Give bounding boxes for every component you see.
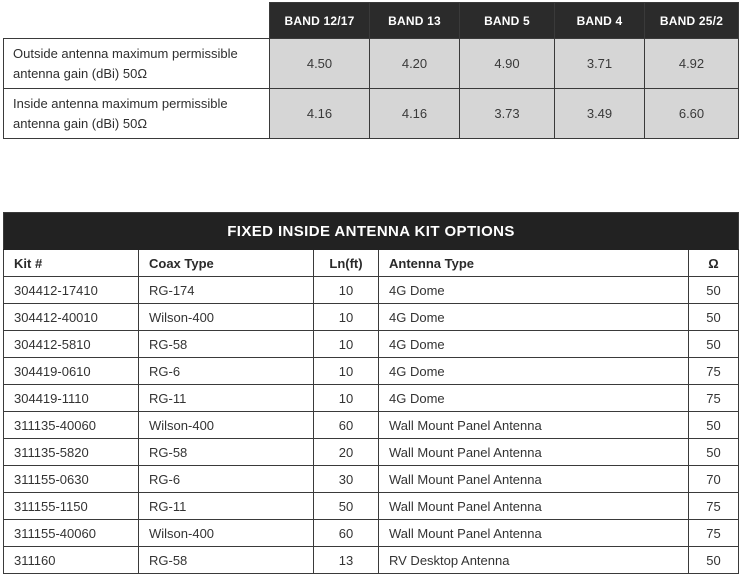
length-ft: 10 — [314, 304, 379, 331]
length-ft: 13 — [314, 547, 379, 574]
kit-number: 304412-40010 — [4, 304, 139, 331]
gain-value: 4.16 — [370, 89, 460, 139]
kit-number: 304412-5810 — [4, 331, 139, 358]
table-row — [4, 358, 739, 385]
coax-type: RG-58 — [139, 547, 314, 574]
impedance: 50 — [689, 277, 739, 304]
coax-type: RG-174 — [139, 277, 314, 304]
table-row — [4, 385, 739, 412]
coax-type: RG-11 — [139, 493, 314, 520]
gain-value: 3.71 — [555, 39, 645, 89]
antenna-gain-table — [3, 2, 739, 139]
kit-number: 304419-1110 — [4, 385, 139, 412]
length-ft: 60 — [314, 520, 379, 547]
impedance: 75 — [689, 358, 739, 385]
kit-number: 311135-5820 — [4, 439, 139, 466]
kit-number: 311160 — [4, 547, 139, 574]
gain-value: 6.60 — [645, 89, 739, 139]
table-row — [4, 277, 739, 304]
kit-table-title: FIXED INSIDE ANTENNA KIT OPTIONS — [4, 213, 739, 250]
gain-row-label: Outside antenna maximum permissible antenna gain (dBi) 50Ω — [4, 39, 270, 89]
table-row — [4, 547, 739, 574]
coax-type: RG-58 — [139, 439, 314, 466]
band-header: BAND 12/17 — [270, 3, 370, 39]
impedance: 50 — [689, 331, 739, 358]
gain-value: 4.92 — [645, 39, 739, 89]
coax-type: Wilson-400 — [139, 412, 314, 439]
column-header-length: Ln(ft) — [314, 250, 379, 277]
antenna-type: Wall Mount Panel Antenna — [379, 466, 689, 493]
table-row — [4, 331, 739, 358]
table-row — [4, 412, 739, 439]
length-ft: 20 — [314, 439, 379, 466]
gain-header-corner — [4, 3, 270, 39]
impedance: 75 — [689, 520, 739, 547]
gain-value: 4.90 — [460, 39, 555, 89]
gain-row-outside — [4, 39, 739, 89]
gain-value: 3.73 — [460, 89, 555, 139]
table-row — [4, 304, 739, 331]
kit-number: 304412-17410 — [4, 277, 139, 304]
band-header: BAND 13 — [370, 3, 460, 39]
impedance: 50 — [689, 547, 739, 574]
kit-number: 311155-40060 — [4, 520, 139, 547]
gain-value: 4.50 — [270, 39, 370, 89]
column-header-antenna: Antenna Type — [379, 250, 689, 277]
coax-type: RG-6 — [139, 466, 314, 493]
table-row — [4, 493, 739, 520]
length-ft: 10 — [314, 277, 379, 304]
length-ft: 10 — [314, 358, 379, 385]
gain-header-row — [4, 3, 739, 39]
column-header-coax: Coax Type — [139, 250, 314, 277]
impedance: 50 — [689, 412, 739, 439]
coax-type: RG-11 — [139, 385, 314, 412]
length-ft: 30 — [314, 466, 379, 493]
coax-type: RG-58 — [139, 331, 314, 358]
antenna-type: Wall Mount Panel Antenna — [379, 439, 689, 466]
length-ft: 10 — [314, 385, 379, 412]
gain-row-inside — [4, 89, 739, 139]
band-header: BAND 25/2 — [645, 3, 739, 39]
length-ft: 60 — [314, 412, 379, 439]
column-header-kit: Kit # — [4, 250, 139, 277]
antenna-type: 4G Dome — [379, 331, 689, 358]
antenna-type: Wall Mount Panel Antenna — [379, 520, 689, 547]
antenna-type: 4G Dome — [379, 277, 689, 304]
gain-row-label: Inside antenna maximum permissible antenna gain (dBi) 50Ω — [4, 89, 270, 139]
table-row — [4, 439, 739, 466]
band-header: BAND 5 — [460, 3, 555, 39]
antenna-type: RV Desktop Antenna — [379, 547, 689, 574]
table-row — [4, 466, 739, 493]
impedance: 75 — [689, 385, 739, 412]
coax-type: RG-6 — [139, 358, 314, 385]
impedance: 75 — [689, 493, 739, 520]
kit-options-table — [3, 212, 739, 574]
kit-number: 311155-0630 — [4, 466, 139, 493]
table-row — [4, 520, 739, 547]
length-ft: 50 — [314, 493, 379, 520]
gain-value: 4.16 — [270, 89, 370, 139]
kit-number: 311135-40060 — [4, 412, 139, 439]
kit-number: 311155-1150 — [4, 493, 139, 520]
band-header: BAND 4 — [555, 3, 645, 39]
kit-table-body — [4, 277, 739, 574]
coax-type: Wilson-400 — [139, 520, 314, 547]
antenna-type: 4G Dome — [379, 358, 689, 385]
kit-number: 304419-0610 — [4, 358, 139, 385]
antenna-type: Wall Mount Panel Antenna — [379, 412, 689, 439]
length-ft: 10 — [314, 331, 379, 358]
gain-value: 4.20 — [370, 39, 460, 89]
column-header-ohm: Ω — [689, 250, 739, 277]
kit-header-row — [4, 250, 739, 277]
antenna-type: 4G Dome — [379, 304, 689, 331]
antenna-type: Wall Mount Panel Antenna — [379, 493, 689, 520]
impedance: 50 — [689, 304, 739, 331]
gain-value: 3.49 — [555, 89, 645, 139]
impedance: 70 — [689, 466, 739, 493]
antenna-type: 4G Dome — [379, 385, 689, 412]
coax-type: Wilson-400 — [139, 304, 314, 331]
impedance: 50 — [689, 439, 739, 466]
